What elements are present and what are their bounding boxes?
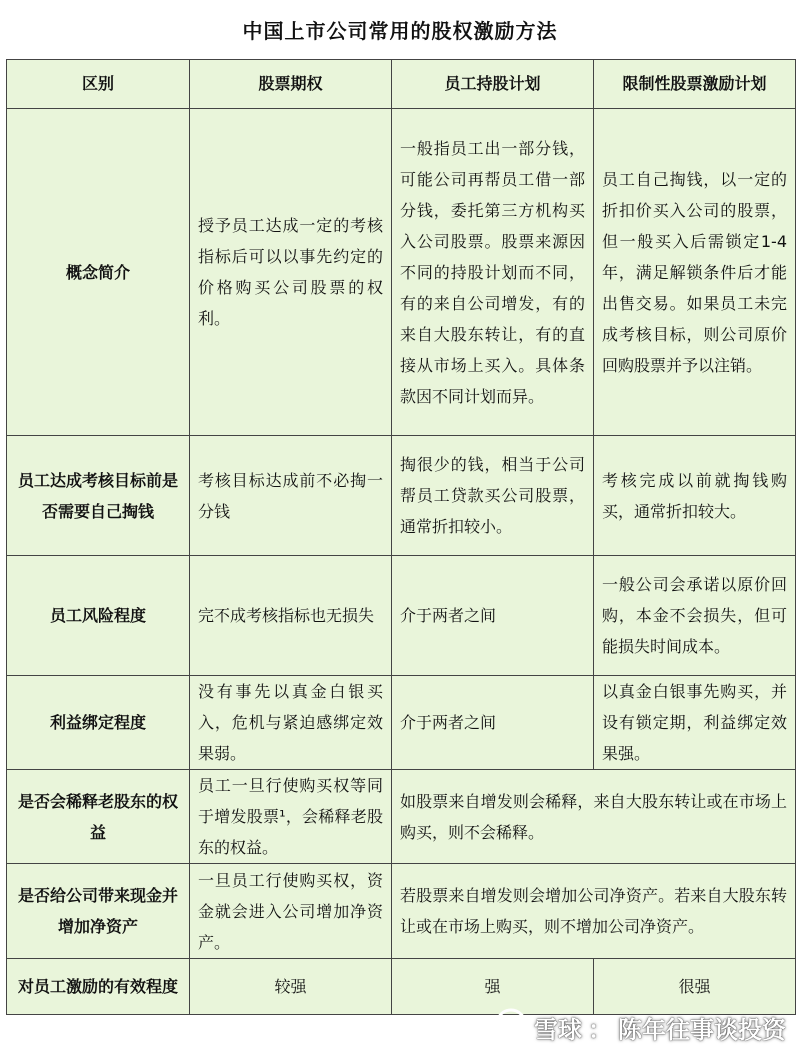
header-row	[7, 60, 796, 109]
table-row	[7, 676, 796, 770]
header-cell: 股票期权	[190, 60, 392, 109]
table-row	[7, 770, 796, 864]
table-cell: 很强	[594, 959, 796, 1015]
merged-cell: 如股票来自增发则会稀释，来自大股东转让或在市场上购买，则不会稀释。	[392, 770, 796, 864]
row-label: 利益绑定程度	[7, 676, 190, 770]
table-cell: 授予员工达成一定的考核指标后可以以事先约定的价格购买公司股票的权利。	[190, 109, 392, 436]
watermark-separator: ：	[588, 1015, 612, 1044]
row-label: 是否给公司带来现金并增加净资产	[7, 864, 190, 959]
table-cell: 介于两者之间	[392, 556, 594, 676]
row-label: 员工达成考核目标前是否需要自己掏钱	[7, 436, 190, 556]
comparison-table	[6, 59, 796, 1015]
row-label: 员工风险程度	[7, 556, 190, 676]
table-cell: 完不成考核指标也无损失	[190, 556, 392, 676]
table-row	[7, 864, 796, 959]
merged-cell: 若股票来自增发则会增加公司净资产。若来自大股东转让或在市场上购买，则不增加公司净资产。	[392, 864, 796, 959]
table-cell: 掏很少的钱，相当于公司帮员工贷款买公司股票，通常折扣较小。	[392, 436, 594, 556]
row-label: 概念简介	[7, 109, 190, 436]
header-cell: 区别	[7, 60, 190, 109]
table-row	[7, 556, 796, 676]
watermark-brand: 雪球	[534, 1015, 582, 1044]
table-cell: 以真金白银事先购买，并设有锁定期，利益绑定效果强。	[594, 676, 796, 770]
table-cell: 考核完成以前就掏钱购买，通常折扣较大。	[594, 436, 796, 556]
table-cell: 一般指员工出一部分钱，可能公司再帮员工借一部分钱，委托第三方机构买入公司股票。股票来源因不同的持股计划而不同，有的来自公司增发，有的来自大股东转让，有的直接从市场上买入。具体条款因不同计划而异。	[392, 109, 594, 436]
table-cell: 一旦员工行使购买权，资金就会进入公司增加净资产。	[190, 864, 392, 959]
watermark	[494, 1007, 786, 1047]
snowball-logo-icon	[494, 1007, 528, 1047]
header-cell: 限制性股票激励计划	[594, 60, 796, 109]
table-title: 中国上市公司常用的股权激励方法	[242, 18, 558, 43]
table-cell: 强	[392, 959, 594, 1015]
table-row	[7, 109, 796, 436]
table-row	[7, 436, 796, 556]
table-cell: 员工一旦行使购买权等同于增发股票¹，会稀释老股东的权益。	[190, 770, 392, 864]
table-cell: 没有事先以真金白银买入，危机与紧迫感绑定效果弱。	[190, 676, 392, 770]
table-cell: 介于两者之间	[392, 676, 594, 770]
table-cell: 员工自己掏钱，以一定的折扣价买入公司的股票，但一般买入后需锁定1-4年，满足解锁条件后才能出售交易。如果员工未完成考核目标，则公司原价回购股票并予以注销。	[594, 109, 796, 436]
table-cell: 较强	[190, 959, 392, 1015]
header-cell: 员工持股计划	[392, 60, 594, 109]
table-cell: 考核目标达成前不必掏一分钱	[190, 436, 392, 556]
row-label: 是否会稀释老股东的权益	[7, 770, 190, 864]
row-label: 对员工激励的有效程度	[7, 959, 190, 1015]
watermark-author: 陈年往事谈投资	[618, 1015, 786, 1044]
table-cell: 一般公司会承诺以原价回购，本金不会损失，但可能损失时间成本。	[594, 556, 796, 676]
